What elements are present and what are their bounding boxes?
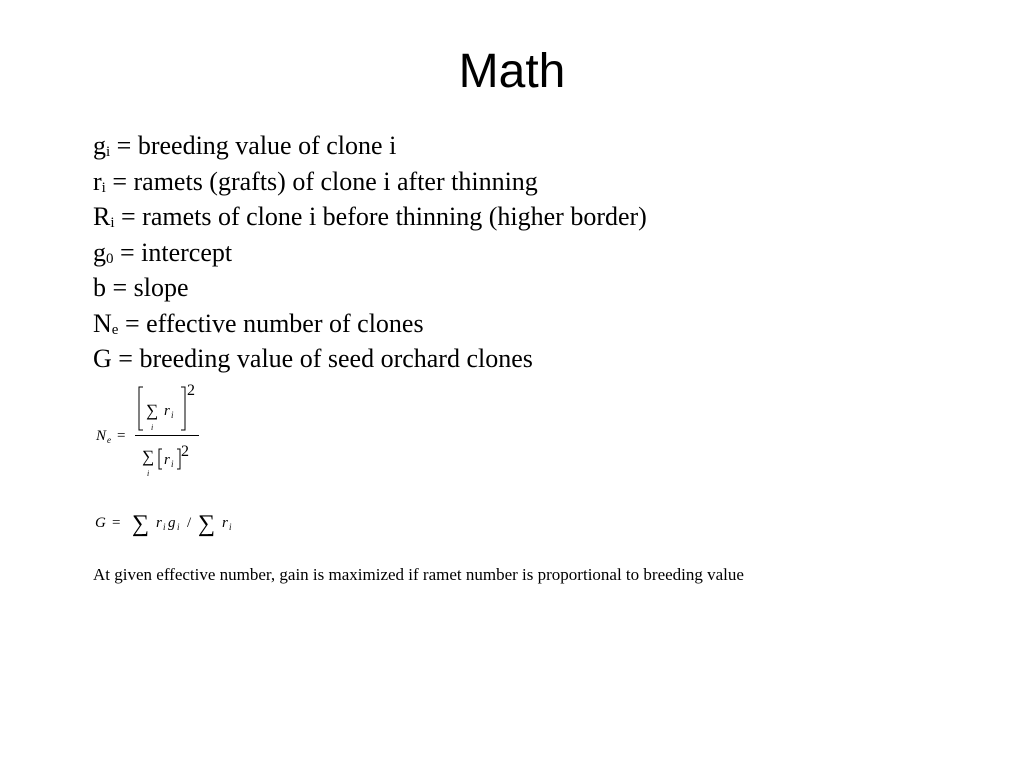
denominator-right-bracket [177, 449, 180, 469]
conclusion-note: At given effective number, gain is maximized if ramet number is proportional to breeding value [93, 565, 744, 584]
definition-text: = effective number of clones [118, 308, 424, 338]
definition-text: = ramets of clone i before thinning (higher border) [114, 202, 647, 231]
denominator-sum-symbol: ∑ [142, 447, 155, 466]
denominator-exponent: 2 [181, 443, 189, 460]
symbol-subscript: i [106, 144, 111, 160]
symbol: g [93, 131, 106, 160]
symbol: b [93, 273, 106, 302]
symbol: G [93, 344, 112, 373]
formula-g-ramets-subscript-2: i [229, 522, 232, 532]
denominator-variable: r [164, 452, 170, 468]
numerator-variable-subscript: i [171, 410, 174, 420]
formula-breeding-value [90, 504, 260, 540]
formula-g-divide: / [187, 515, 192, 531]
formula-g-sum-symbol-2: ∑ [198, 511, 216, 537]
numerator-left-bracket [139, 387, 143, 430]
formula-effective-number [90, 378, 220, 483]
symbol: N [93, 308, 112, 338]
slide-title: Math [458, 45, 566, 98]
definition-intercept [93, 235, 647, 271]
symbol: r [93, 166, 102, 196]
formula-g-ramets-subscript: i [163, 522, 166, 532]
formula-g-sum-symbol: ∑ [132, 511, 150, 537]
numerator-variable: r [164, 403, 170, 419]
formula-ne-lhs-subscript: e [107, 435, 111, 445]
definition-ramets-before [93, 199, 647, 235]
formula-g-breeding: g [168, 515, 176, 531]
definition-text: = intercept [113, 237, 233, 267]
numerator-exponent: 2 [187, 382, 195, 399]
definitions-list [93, 128, 647, 377]
symbol-subscript: i [101, 179, 106, 196]
formula-g-breeding-subscript: i [177, 522, 180, 532]
symbol-subscript: e [111, 321, 119, 338]
definition-orchard-value [93, 341, 647, 377]
definition-text: = breeding value of clone i [110, 131, 397, 160]
definition-slope [93, 270, 647, 306]
formula-g-equals: = [112, 515, 121, 531]
definition-text: = breeding value of seed orchard clones [111, 344, 533, 373]
symbol-subscript: 0 [106, 250, 114, 267]
definition-text: = slope [106, 273, 189, 302]
numerator-sum-index: i [151, 423, 154, 432]
denominator-sum-index: i [147, 469, 150, 478]
numerator-right-bracket [181, 387, 185, 430]
formula-g-ramets-2: r [222, 515, 228, 531]
definition-ramets-after [93, 164, 647, 200]
numerator-sum-symbol: ∑ [146, 401, 159, 420]
definition-text: = ramets (grafts) of clone i after thinning [105, 166, 538, 196]
formula-g-lhs: G [95, 515, 106, 531]
denominator-left-bracket [159, 449, 162, 469]
formula-g-ramets: r [156, 515, 162, 531]
formula-ne-lhs: N [96, 428, 107, 444]
symbol: g [93, 237, 106, 267]
symbol: R [93, 202, 111, 231]
formula-ne-equals: = [117, 428, 126, 444]
definition-breeding-value [93, 128, 647, 164]
denominator-variable-subscript: i [171, 459, 174, 469]
symbol-subscript: i [110, 215, 115, 231]
definition-effective-number [93, 306, 647, 342]
